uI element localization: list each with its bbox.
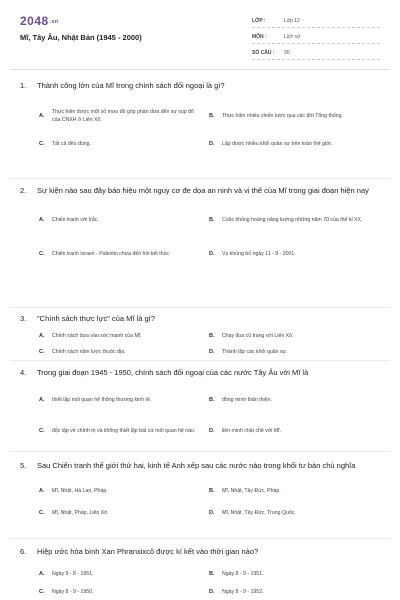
option-letter: C. (39, 349, 45, 355)
option-letter: A. (39, 488, 45, 494)
exam-meta (252, 14, 380, 62)
option-letter: A. (39, 113, 45, 119)
option-letter: C. (39, 251, 45, 257)
question-text: Hiệp ước hòa bình Xan Phranxixcô được kí kết vào thời gian nào? (37, 547, 259, 556)
option-text: Ngày 8 - 9 - 1951. (222, 571, 264, 577)
option-letter: B. (209, 571, 215, 577)
option-a[interactable] (39, 103, 209, 129)
option-a[interactable] (39, 385, 209, 415)
question-number: 2. (20, 186, 27, 195)
question-number: 3. (20, 314, 27, 323)
option-list (39, 480, 380, 524)
option-c[interactable] (39, 415, 209, 447)
option-text: Ngày 8 - 9 - 1950. (52, 589, 94, 595)
option-text: thiết lập mối quan hệ thông thương kinh tế. (52, 397, 152, 403)
option-text: Thực hiện được một số mưu đồ góp phần đưa đến sự sụp đổ của CNXH ở Liên Xô. (52, 109, 194, 123)
meta-row-subject (252, 30, 380, 44)
page-header (0, 0, 400, 62)
question-4 (20, 361, 380, 451)
option-list (39, 103, 380, 159)
option-d[interactable] (209, 344, 379, 360)
option-letter: A. (39, 571, 45, 577)
option-letter: B. (209, 333, 215, 339)
option-a[interactable] (39, 204, 209, 236)
option-letter: B. (209, 397, 215, 403)
question-text: Thành công lớn của Mĩ trong chính sách đối ngoại là gì? (37, 81, 225, 90)
option-letter: B. (209, 217, 215, 223)
option-c[interactable] (39, 129, 209, 159)
subject-title: Mĩ, Tây Âu, Nhật Bản (1945 - 2000) (20, 33, 142, 42)
option-a[interactable] (39, 565, 209, 583)
option-text: Cuộc khủng hoảng năng lượng những năm 70 của thế kỉ XX. (222, 217, 363, 223)
option-a[interactable] (39, 328, 209, 344)
option-letter: D. (209, 510, 215, 516)
option-list (39, 385, 380, 447)
question-text: "Chính sách thực lực" của Mĩ là gì? (37, 314, 155, 323)
meta-label: SỐ CÂU : (252, 49, 275, 56)
meta-value: 30 (284, 49, 290, 56)
option-letter: D. (209, 141, 215, 147)
option-d[interactable] (209, 502, 379, 524)
option-b[interactable] (209, 328, 379, 344)
option-b[interactable] (209, 204, 379, 236)
option-a[interactable] (39, 480, 209, 502)
option-c[interactable] (39, 344, 209, 360)
question-number: 1. (20, 81, 27, 90)
option-text: Mĩ, Nhật, Pháp, Liên Xô. (52, 510, 109, 516)
option-letter: D. (209, 251, 215, 257)
meta-row-class (252, 14, 380, 28)
meta-row-count (252, 46, 380, 60)
site-logo[interactable] (20, 14, 58, 28)
option-b[interactable] (209, 480, 379, 502)
question-text: Sự kiện nào sau đây báo hiệu một nguy cơ đe dọa an ninh và vị thế của Mĩ trong giai đoạn hiện nay (37, 186, 369, 195)
question-number: 6. (20, 547, 27, 556)
option-text: Chính sách dựa vào sức mạnh của Mĩ. (52, 333, 142, 339)
option-letter: C. (39, 510, 45, 516)
option-list (39, 328, 380, 360)
option-letter: A. (39, 397, 45, 403)
option-d[interactable] (209, 129, 379, 159)
option-text: đồng minh thân thiện. (222, 397, 272, 403)
option-list (39, 565, 380, 600)
option-c[interactable] (39, 502, 209, 524)
option-letter: C. (39, 141, 45, 147)
header-divider (10, 69, 390, 70)
question-number: 5. (20, 461, 27, 470)
option-d[interactable] (209, 583, 379, 600)
option-text: Ngày 8 - 9 - 1952. (222, 589, 264, 595)
question-1 (20, 80, 380, 178)
option-letter: A. (39, 333, 45, 339)
option-text: Thành lập các khối quân sự. (222, 349, 288, 355)
question-2 (20, 179, 380, 307)
option-c[interactable] (39, 583, 209, 600)
option-letter: C. (39, 589, 45, 595)
option-letter: D. (209, 428, 215, 434)
option-list (39, 204, 380, 272)
question-5 (20, 452, 380, 538)
logo-suffix: .vn (49, 18, 59, 25)
option-d[interactable] (209, 415, 379, 447)
option-letter: B. (209, 113, 215, 119)
option-letter: D. (209, 589, 215, 595)
option-letter: D. (209, 349, 215, 355)
logo-main: 2048 (20, 14, 49, 28)
option-text: Vụ khủng bố ngày 11 - 9 - 2001. (222, 251, 296, 257)
option-text: Tất cả đều đúng. (52, 141, 91, 147)
question-number: 4. (20, 368, 27, 377)
option-b[interactable] (209, 385, 379, 415)
meta-label: MÔN : (252, 33, 267, 40)
option-c[interactable] (39, 236, 209, 272)
question-3 (20, 308, 380, 360)
option-text: Thực hiện nhiều chiến lược qua các đời Tổng thống. (222, 113, 343, 119)
option-text: Lập được nhiều khối quân sự trên toàn thế giới. (222, 141, 333, 147)
meta-label: LỚP : (252, 17, 266, 24)
option-b[interactable] (209, 103, 379, 129)
option-letter: C. (39, 428, 45, 434)
option-text: Mĩ, Nhật ,Tây Đức, Trung Quốc. (222, 510, 296, 516)
option-text: Mĩ, Nhật, Hà Lan, Pháp. (52, 488, 108, 494)
option-text: Chạy đua cũ trang với Liên Xô. (222, 333, 294, 339)
option-text: liên minh chặt chẽ với Mĩ. (222, 428, 282, 434)
question-text: Trong giai đoạn 1945 - 1950, chính sách đối ngoại của các nước Tây Âu với Mĩ là (37, 368, 309, 377)
question-list (0, 80, 400, 599)
option-text: độc lập về chính trị và không thiết lập bất cứ mối quan hệ nào. (52, 428, 196, 434)
option-text: Ngày 9 - 8 - 1951. (52, 571, 94, 577)
option-text: Chiến tranh với Irắc. (52, 217, 99, 223)
question-text: Sau Chiến tranh thế giới thứ hai, kinh tế Anh xếp sau các nước nào trong khối tư bản chủ nghĩa (37, 461, 356, 470)
option-b[interactable] (209, 565, 379, 583)
option-letter: A. (39, 217, 45, 223)
option-letter: B. (209, 488, 215, 494)
option-text: Chiến tranh Ixraen - Palextin chưa đến hồi kết thúc. (52, 251, 171, 257)
meta-value: Lớp 12 (284, 17, 300, 24)
option-d[interactable] (209, 236, 379, 272)
option-text: Chính sách xâm lược thuộc địa. (52, 349, 126, 355)
option-text: Mĩ, Nhật, Tây Đức, Pháp. (222, 488, 281, 494)
meta-value: Lịch sử (284, 33, 301, 40)
question-6 (20, 539, 380, 599)
